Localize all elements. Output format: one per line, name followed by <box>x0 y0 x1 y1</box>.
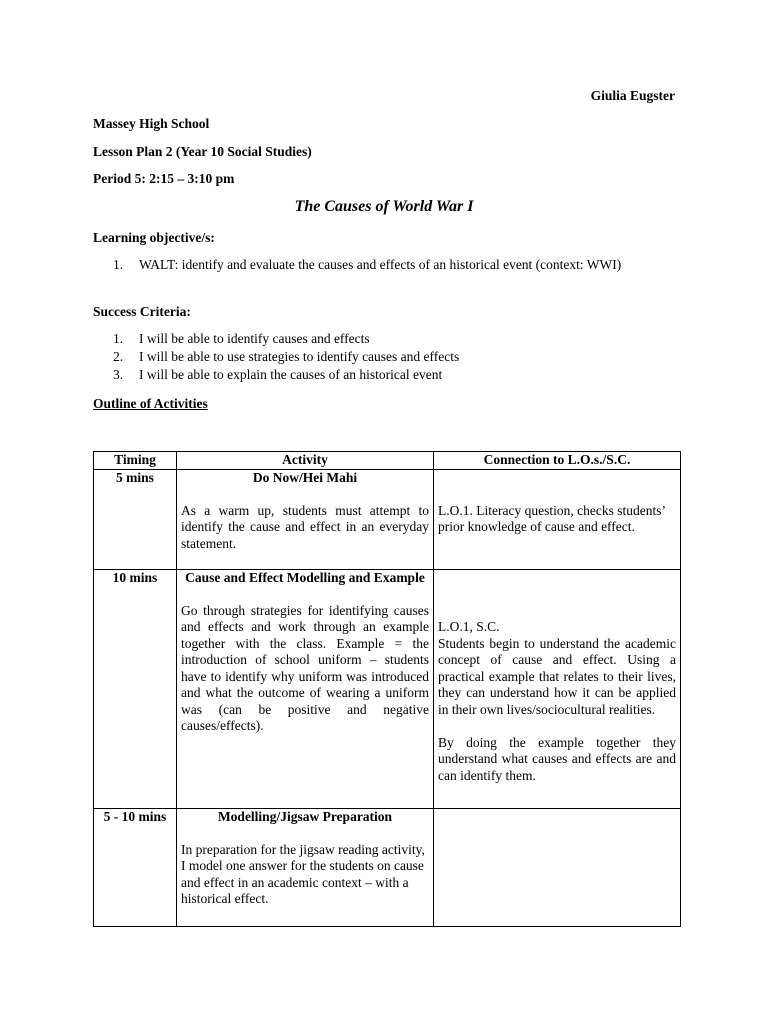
connection-text: By doing the example together they understand what causes and effects are and can identify them. <box>438 734 676 783</box>
list-number: 2. <box>113 349 124 364</box>
list-number: 3. <box>113 367 124 382</box>
author-name: Giulia Eugster <box>590 88 675 103</box>
connection-text: L.O.1, S.C. <box>438 619 500 634</box>
connection-cell <box>434 469 681 569</box>
column-header-timing: Timing <box>94 452 177 470</box>
activity-title: Cause and Effect Modelling and Example <box>185 569 425 585</box>
activity-cell <box>177 469 434 569</box>
timing-cell: 5 - 10 mins <box>94 808 177 926</box>
connection-cell <box>434 569 681 808</box>
activity-description: As a warm up, students must attempt to identify the cause and effect in an everyday statement. <box>181 502 429 551</box>
learning-objectives-list <box>113 257 673 275</box>
list-number: 1. <box>113 331 124 346</box>
list-text: I will be able to use strategies to identify causes and effects <box>139 349 460 364</box>
activity-title: Modelling/Jigsaw Preparation <box>217 808 393 824</box>
success-criteria-heading: Success Criteria: <box>93 304 191 319</box>
activity-title: Do Now/Hei Mahi <box>252 469 358 485</box>
column-header-activity: Activity <box>177 452 434 470</box>
connection-cell <box>434 808 681 926</box>
table-row <box>94 569 681 808</box>
list-text: I will be able to identify causes and effects <box>139 331 370 346</box>
timing-cell: 10 mins <box>94 569 177 808</box>
page-title: The Causes of World War I <box>294 198 474 215</box>
column-header-connection: Connection to L.O.s./S.C. <box>434 452 681 470</box>
list-item <box>113 257 673 274</box>
lesson-label: Lesson Plan 2 (Year 10 Social Studies) <box>93 144 312 159</box>
list-item <box>113 331 673 348</box>
table-row <box>94 808 681 926</box>
school-name: Massey High School <box>93 116 210 131</box>
activities-table <box>93 451 681 927</box>
outline-heading: Outline of Activities <box>93 396 208 411</box>
activity-cell <box>177 569 434 808</box>
table-row <box>94 469 681 569</box>
table-header-row <box>94 452 681 470</box>
timing-cell: 5 mins <box>94 469 177 569</box>
list-text: WALT: identify and evaluate the causes and effects of an historical event (context: WWI) <box>139 257 622 272</box>
list-item <box>113 367 673 384</box>
learning-objectives-heading: Learning objective/s: <box>93 230 215 245</box>
list-text: I will be able to explain the causes of an historical event <box>139 367 443 382</box>
activity-cell <box>177 808 434 926</box>
activity-description: In preparation for the jigsaw reading activity, I model one answer for the students on cause and effect in an academic context – with a historical effect. <box>181 841 425 906</box>
activity-description: Go through strategies for identifying causes and effects and work through an example together with the class. Example = the introduction of school uniform – students have to identify why uniform was introduced and what the outcome of wearing a uniform was (can be positive and negative causes/effects). <box>181 602 429 733</box>
connection-text: Students begin to understand the academic concept of cause and effect. Using a practical example that relates to their lives, they can understand how it can be applied in their own lives/sociocultural realities. <box>438 635 676 717</box>
list-item <box>113 349 673 366</box>
connection-text: L.O.1. Literacy question, checks students’ prior knowledge of cause and effect. <box>438 502 665 534</box>
success-criteria-list <box>113 331 673 385</box>
period-label: Period 5: 2:15 – 3:10 pm <box>93 171 235 186</box>
list-number: 1. <box>113 257 124 272</box>
